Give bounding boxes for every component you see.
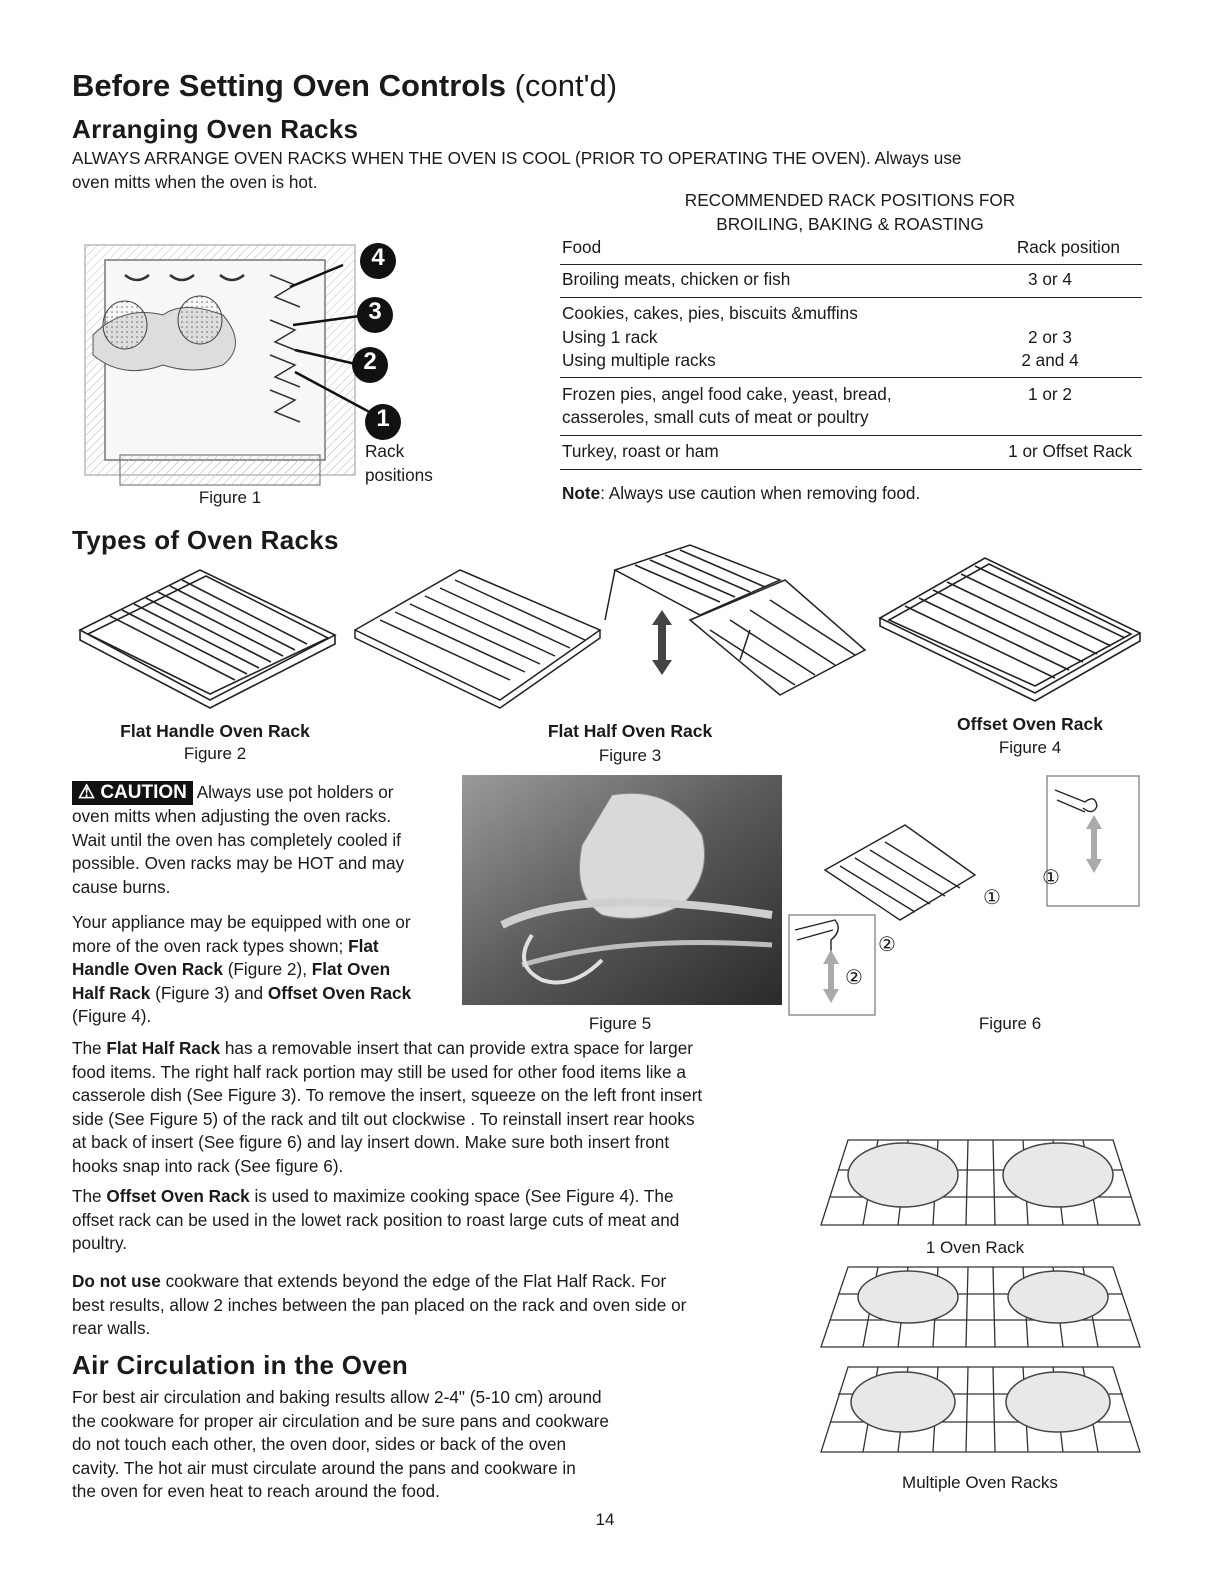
page-title [72,68,617,104]
table-title-line: BROILING, BAKING & ROASTING [716,213,984,234]
paragraph-line: the oven for even heat to reach around the food. [72,1481,440,1501]
arrow-up-down-icon [1086,815,1102,873]
equipped-text: more of the oven rack types shown; [72,935,349,956]
equipped-line: Your appliance may be equipped with one or [72,912,411,932]
offset-paragraph [72,1185,812,1256]
caution-text-line: cause burns. [72,876,171,897]
equipped-line: (Figure 4). [72,1006,152,1026]
equipped-line [72,935,472,959]
table-cell-food: Turkey, roast or ham [562,441,719,461]
equipped-bold: Half Rack [72,982,151,1003]
page-title-suffix: (cont'd) [514,68,618,103]
arranging-heading: Arranging Oven Racks [72,114,359,144]
table-note [562,482,920,506]
figure-6-label: ① [1042,867,1060,889]
arrow-up-down-icon [823,950,839,1003]
equipped-bold: Flat Oven [311,959,391,979]
figure-1-caption: Figure 1 [198,488,262,507]
page-number: 14 [595,1510,615,1529]
rack-number-3: 3 [368,298,382,325]
rack-number-1: 1 [376,405,390,432]
paragraph-line: food items. The right half rack portion may still be used for other food items like a [72,1061,686,1082]
paragraph-line [72,1185,812,1209]
paragraph-line: side (See Figure 5) of the rack and tilt out clockwise . To reinstall insert rear hooks [72,1108,695,1129]
figure-3-caption: Figure 3 [598,746,662,765]
paragraph-line: at back of insert (See figure 6) and lay insert down. Make sure both insert front [72,1132,670,1152]
table-title-line: RECOMMENDED RACK POSITIONS FOR [684,190,1016,210]
table-cell-food: Using multiple racks [562,350,716,370]
figure-3-name: Flat Half Oven Rack [547,721,713,741]
table-title [560,189,1140,236]
figure-6-caption: Figure 6 [978,1014,1042,1033]
equipped-line [72,982,472,1006]
arranging-intro-line: oven mitts when the oven is hot. [72,171,318,192]
arranging-intro-line: ALWAYS ARRANGE OVEN RACKS WHEN THE OVEN IS COOL (PRIOR TO OPERATING THE OVEN). Always use [72,148,962,168]
equipped-paragraph [72,911,472,1029]
paragraph-line: For best air circulation and baking results allow 2-4" (5-10 cm) around [72,1387,602,1407]
paragraph-bold: Flat Half Rack [106,1038,221,1058]
paragraph-line: best results, allow 2 inches between the pan placed on the rack and oven side or [72,1294,687,1315]
table-cell-position: 1 or Offset Rack [1008,441,1132,461]
figure-6-insert-hooks [785,770,1145,1020]
paragraph-line: poultry. [72,1233,128,1253]
paragraph-text: is used to maximize cooking space (See Figure 4). The [249,1186,674,1206]
table-rule [560,297,1142,298]
air-circulation-heading: Air Circulation in the Oven [72,1350,409,1380]
paragraph-bold: Offset Oven Rack [106,1186,250,1206]
warning-triangle-icon: ⚠ [78,782,96,803]
paragraph-line: do not touch each other, the oven door, sides or back of the oven [72,1434,567,1454]
table-rule [560,469,1142,470]
arranging-intro [72,147,1182,194]
caution-text-line: oven mitts when adjusting the oven racks. [72,806,392,826]
paragraph-line: hooks snap into rack (See figure 6). [72,1155,344,1176]
caution-badge [72,781,193,805]
one-rack-caption: 1 Oven Rack [925,1238,1025,1257]
flat-half-rack-paragraph [72,1037,812,1178]
paragraph-bold: Do not use [72,1271,161,1291]
figure-6-label: ① [983,887,1001,909]
table-rule [560,377,1142,378]
types-heading: Types of Oven Racks [72,525,339,555]
table-rule [560,264,1142,265]
equipped-text: (Figure 2), [222,959,312,979]
paragraph-line: rear walls. [72,1318,151,1338]
lift-arrow-icon [652,610,672,675]
equipped-line [72,958,472,982]
table-cell-position: 3 or 4 [1028,269,1072,289]
table-cell-position: 2 and 4 [1021,350,1079,370]
paragraph-line: the cookware for proper air circulation and be sure pans and cookware [72,1410,609,1431]
rack-positions-label [365,440,433,487]
caution-block [72,781,462,899]
paragraph-line [72,1037,812,1061]
multiple-racks-caption: Multiple Oven Racks [902,1473,1058,1492]
caution-text-line: Wait until the oven has completely cooled if [72,829,401,850]
figure-6-label: ② [845,967,863,989]
paragraph-line: casserole dish (See Figure 3). To remove the insert, squeeze on the left front insert [72,1085,703,1105]
figure-4-offset-rack [875,548,1145,708]
figure-2-caption: Figure 2 [183,744,247,763]
multiple-racks-illustration [818,1262,1143,1462]
rack-label-line: positions [365,464,433,485]
figure-2-flat-handle-rack [70,560,340,710]
one-rack-illustration [818,1135,1143,1235]
table-note-text: : Always use caution when removing food. [600,483,921,503]
figure-2-name: Flat Handle Oven Rack [120,721,310,741]
table-rule [560,435,1142,436]
equipped-bold: Flat [348,935,379,956]
air-circulation-paragraph [72,1386,772,1504]
paragraph-line: cavity. The hot air must circulate around the pans and cookware in [72,1457,576,1478]
table-cell-food: casseroles, small cuts of meat or poultry [562,407,869,427]
paragraph-text: has a removable insert that can provide extra space for larger [220,1038,693,1058]
table-cell-food: Cookies, cakes, pies, biscuits &muffins [562,303,858,323]
paragraph-line [72,1270,812,1294]
paragraph-text: The [72,1038,107,1058]
table-cell-food: Broiling meats, chicken or fish [562,269,791,289]
equipped-bold: Offset Oven Rack [267,982,412,1003]
rack-number-4: 4 [371,244,385,271]
figure-1-oven-cavity [75,225,455,515]
rack-label-line: Rack [365,441,405,461]
caution-first-line [72,781,462,805]
table-note-label: Note [562,483,601,503]
do-not-use-paragraph [72,1270,812,1341]
equipped-bold: Handle Oven Rack [72,959,223,979]
figure-6-label: ② [878,934,896,956]
figure-5-caption: Figure 5 [588,1014,652,1033]
figure-4-name: Offset Oven Rack [957,714,1103,734]
table-cell-food: Using 1 rack [562,327,658,347]
page-title-main: Before Setting Oven Controls [72,68,507,103]
figure-4-caption: Figure 4 [998,738,1062,757]
paragraph-text: The [72,1186,107,1206]
table-header-position: Rack position [1016,237,1120,257]
paragraph-text: cookware that extends beyond the edge of the Flat Half Rack. For [160,1271,667,1291]
caution-text-line: possible. Oven racks may be HOT and may [72,853,405,873]
caution-label: CAUTION [100,782,187,803]
figure-3-flat-half-rack [350,540,870,720]
table-cell-position: 1 or 2 [1028,384,1072,404]
rack-number-2: 2 [363,348,377,375]
table-cell-food: Frozen pies, angel food cake, yeast, bread, [562,384,892,404]
table-cell-position: 2 or 3 [1028,327,1072,347]
caution-text: Always use pot holders or [196,782,394,802]
equipped-text: (Figure 3) and [150,982,268,1003]
paragraph-line: offset rack can be used in the lowet rack position to roast large cuts of meat and [72,1209,680,1230]
table-header-food: Food [562,237,602,257]
figure-5-photo [462,775,782,1005]
